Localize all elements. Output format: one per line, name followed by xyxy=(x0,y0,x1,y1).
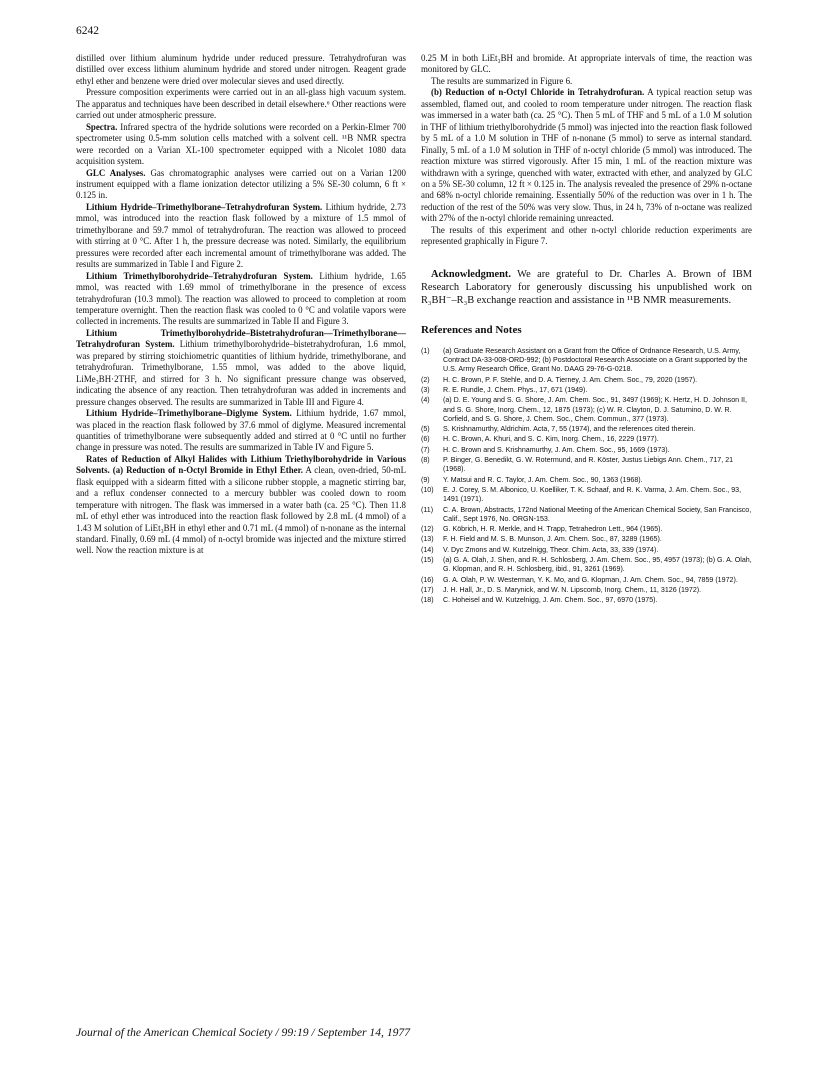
reference-text: H. C. Brown and S. Krishnamurthy, J. Am. Chem. Soc., 95, 1669 (1973). xyxy=(443,445,670,454)
paragraph-text: 0.25 M in both LiEt₃BH and bromide. At appropriate intervals of time, the reaction was monitored by GLC. xyxy=(421,53,752,75)
acknowledgment-heading: Acknowledgment. xyxy=(431,268,511,280)
references-list xyxy=(421,347,752,606)
reference-item xyxy=(421,396,752,424)
run-in-heading: Lithium Trimethylborohydride–Tetrahydrofuran System. xyxy=(86,270,313,281)
reference-text: C. A. Brown, Abstracts, 172nd National Meeting of the American Chemical Society, San Francisco, Calif., Sept 1976, No. ORGN-153. xyxy=(443,505,752,523)
reference-text: (a) G. A. Olah, J. Shen, and R. H. Schlosberg, J. Am. Chem. Soc., 95, 4957 (1973); (b) G. A. Olah, G. Klopman, and R. H. Schlosberg, ibid., 91, 3261 (1969). xyxy=(443,556,752,574)
reference-number: (17) xyxy=(421,585,434,594)
reference-text: (a) D. E. Young and S. G. Shore, J. Am. Chem. Soc., 91, 3497 (1969); K. Hertz, H. D. Johnson II, and S. G. Shore, Inorg. Chem., 12, 1875 (1973); (c) W. R. Clayton, D. J. Saturnino, D. W. R. Corfield, and S. G. Shore, J. Chem. Soc., Chem. Commun., 377 (1973). xyxy=(443,396,747,423)
paragraph-text: Lithium hydride, 1.65 mmol, was reacted with 1.69 mmol of trimethylborane in the presence of excess tetrahydrofuran (10.3 mmol). The reaction was allowed to proceed to completion at room temperature overnight. Then the reaction flask was cooled to 0 °C and volatile vapors were collected in increments. The results are summarized in Table II and Figure 3. xyxy=(76,270,406,327)
left-column xyxy=(76,53,406,557)
reference-item xyxy=(421,376,752,385)
right-column xyxy=(421,53,752,606)
reference-item xyxy=(421,486,752,505)
reference-number: (9) xyxy=(421,475,430,484)
paragraph-text: A clean, oven-dried, 50-mL flask equipped with a sidearm fitted with a silicone rubber stopple, a magnetic stirring bar, and a reflux condenser connected to a mercury bubbler was cooled down to room temperature with nitrogen. The flask was immersed in a water bath (ca. 25 °C). Then 11.8 mL of ethyl ether was introduced into the reaction flask followed by 2.8 mL (4 mmol) of a 1.43 M solution of LiEt₃BH in ethyl ether and 0.71 mL (4 mmol) of n-nonane as the internal standard. Finally, 0.69 mL (4 mmol) of n-octyl bromide was injected and the mixture stirred well. Now the reaction mixture is at xyxy=(76,465,406,556)
reference-item xyxy=(421,576,752,585)
reference-text: J. H. Hall, Jr., D. S. Marynick, and W. N. Lipscomb, Inorg. Chem., 11, 3126 (1972). xyxy=(443,585,702,594)
paragraph-text: A typical reaction setup was assembled, flamed out, and cooled to room temperature under nitrogen. The reaction flask was immersed in a water bath (ca. 25 °C). Then 5 mL of THF and 5 mL of a 1.0 M solution in THF of lithium triethylborohydride (5 mmol) was injected into the reaction flask followed by 5 mL of a 1.0 M solution in THF of n-nonane (5 mmol) to serve as internal standard. Finally, 5 mL of a 1.0 M solution in THF of n-octyl chloride (5 mmol) was introduced. The reaction mixture was stirred vigorously. After 15 min, 1 mL of the reaction mixture was withdrawn with a syringe, quenched with water, extracted with ether, and analyzed by GLC on a 5% SE-30 column, 12 ft × 0.125 in. The analysis revealed the presence of 29% n-octane and 68% n-octyl chloride remaining. Essentially 50% of the reduction was over in 1 h. The reduction of the rest of the 50% was very slow. Thus, in 24 h, 73% of n-octane was realized with 27% of the n-octyl chloride remaining unreacted. xyxy=(421,87,752,224)
reference-number: (2) xyxy=(421,375,430,384)
body-paragraph xyxy=(421,76,752,87)
reference-number: (3) xyxy=(421,385,430,394)
acknowledgment-text: We are grateful to Dr. Charles A. Brown of IBM Research Laboratory for generously discussing his unpublished work on R₃BH⁻–R₃B exchange reaction and assistance in ¹¹B NMR measurements. xyxy=(421,268,752,307)
reference-number: (10) xyxy=(421,485,434,494)
run-in-heading: GLC Analyses. xyxy=(86,167,146,178)
page-number: 6242 xyxy=(76,25,99,37)
reference-text: F. H. Field and M. S. B. Munson, J. Am. Chem. Soc., 87, 3289 (1965). xyxy=(443,535,662,544)
paragraph-text: Gas chromatographic analyses were carried out on a Varian 1200 instrument equipped with a flame ionization detector utilizing a 5% SE-30 column, 6 ft × 0.125 in. xyxy=(76,167,406,201)
reference-number: (5) xyxy=(421,425,430,434)
paragraph-text: Infrared spectra of the hydride solutions were recorded on a Perkin-Elmer 700 spectrometer using 0.5-mm solution cells matched with a solvent cell. ¹¹B NMR spectra were recorded on a Varian XL-100 spectrometer equipped with a Nicolet 1080 data acquisition system. xyxy=(76,121,406,167)
reference-number: (1) xyxy=(421,346,430,355)
body-paragraph xyxy=(76,87,406,121)
run-in-heading: Spectra. xyxy=(86,121,118,132)
run-in-heading: Lithium Hydride–Trimethylborane–Diglyme System. xyxy=(86,408,292,419)
paragraph-text: distilled over lithium aluminum hydride under reduced pressure. Tetrahydrofuran was distilled over excess lithium aluminum hydride and stored under nitrogen. Reagent grade ethyl ether and benzene were dried over molecular sieves and used directly. xyxy=(76,53,406,86)
reference-number: (15) xyxy=(421,556,434,564)
reference-item xyxy=(421,535,752,544)
reference-text: R. E. Rundle, J. Chem. Phys., 17, 671 (1949). xyxy=(443,385,588,394)
run-in-heading: Lithium Trimethylborohydride–Bistetrahydrofuran—Trimethylborane—Tetrahydrofuran System. xyxy=(76,327,406,350)
body-paragraph xyxy=(76,122,406,168)
reference-item xyxy=(421,456,752,475)
body-paragraph xyxy=(76,271,406,328)
reference-text: H. C. Brown, A. Khuri, and S. C. Kim, Inorg. Chem., 16, 2229 (1977). xyxy=(443,435,659,444)
reference-item xyxy=(421,476,752,485)
run-in-heading: Rates of Reduction of Alkyl Halides with Lithium Triethylborohydride in Various Solvents. (a) Reduction of n-Octyl Bromide in Ethyl Ether. xyxy=(76,453,406,476)
reference-number: (11) xyxy=(421,505,434,514)
reference-item xyxy=(421,586,752,595)
reference-item xyxy=(421,596,752,605)
body-paragraph xyxy=(421,225,752,248)
reference-item xyxy=(421,446,752,455)
paragraph-text: Pressure composition experiments were carried out in an all-glass high vacuum system. The apparatus and techniques have been described in detail elsewhere.⁶ Other reactions were carried out under atmospheric pressure. xyxy=(76,87,406,121)
reference-text: P. Binger, G. Benedikt, G. W. Rotermund, and R. Köster, Justus Liebigs Ann. Chem., 717, 21 (1968). xyxy=(443,456,734,474)
reference-item xyxy=(421,556,752,575)
reference-text: S. Krishnamurthy, Aldrichim. Acta, 7, 55 (1974), and the references cited therein. xyxy=(443,425,696,434)
reference-text: G. A. Olah, P. W. Westerman, Y. K. Mo, and G. Klopman, J. Am. Chem. Soc., 94, 7859 (1972). xyxy=(443,575,738,584)
reference-text: Y. Matsui and R. C. Taylor, J. Am. Chem. Soc., 90, 1363 (1968). xyxy=(443,475,643,484)
run-in-heading: Lithium Hydride–Trimethylborane–Tetrahydrofuran System. xyxy=(86,201,323,212)
references-title: References and Notes xyxy=(421,324,522,337)
reference-item xyxy=(421,435,752,444)
paragraph-text: The results of this experiment and other n-octyl chloride reduction experiments are represented graphically in Figure 7. xyxy=(421,224,752,247)
reference-item xyxy=(421,386,752,395)
body-paragraph xyxy=(76,328,406,408)
paragraph-text: Lithium hydride, 1.67 mmol, was placed in the reaction flask followed by 37.6 mmol of diglyme. Measured incremental quantities of trimethylborane were subsequently added and stirred at 0 °C until no further change in pressure was noted. The results are summarized in Table IV and Figure 5. xyxy=(76,408,406,453)
reference-text: C. Hoheisel and W. Kutzelnigg, J. Am. Chem. Soc., 97, 6970 (1975). xyxy=(443,596,658,605)
journal-footer: Journal of the American Chemical Society / 99:19 / September 14, 1977 xyxy=(76,1026,411,1039)
reference-item xyxy=(421,506,752,525)
paragraph-text: Lithium trimethylborohydride–bistetrahydrofuran, 1.6 mmol, was prepared by stirring stoichiometric quantities of lithium hydride, trimethylborane, and tetrahydrofuran. Trimethylborane, 1.55 mmol, was added to the above liquid, LiMe₃BH·2THF, and stirred for 3 h. No significant pressure change was observed, indicating the absence of any reaction. Then tetrahydrofuran was added in increments and pressure changes observed. The results are summarized in Table III and Figure 4. xyxy=(76,339,407,407)
reference-item xyxy=(421,347,752,375)
run-in-heading: (b) Reduction of n-Octyl Chloride in Tetrahydrofuran. xyxy=(431,87,645,98)
body-paragraph xyxy=(421,53,752,76)
body-paragraph xyxy=(76,168,406,202)
reference-number: (4) xyxy=(421,396,430,405)
reference-item xyxy=(421,525,752,534)
body-paragraph xyxy=(76,408,406,454)
reference-item xyxy=(421,546,752,555)
reference-item xyxy=(421,425,752,434)
body-paragraph xyxy=(421,87,752,224)
reference-number: (13) xyxy=(421,535,434,544)
reference-number: (6) xyxy=(421,435,430,444)
reference-text: V. Dyc Zmons and W. Kutzelnigg, Theor. Chim. Acta, 33, 339 (1974). xyxy=(443,545,659,554)
paragraph-text: The results are summarized in Figure 6. xyxy=(431,75,573,86)
reference-number: (14) xyxy=(421,545,434,554)
reference-number: (7) xyxy=(421,445,430,454)
body-paragraph xyxy=(76,53,406,87)
reference-number: (18) xyxy=(421,596,434,605)
reference-text: (a) Graduate Research Assistant on a Grant from the Office of Ordnance Research, U.S. Army, Contract DA-33-008-ORD-992; (b) Postdoctoral Research Associate on a Grant supported by the U.S. Army Research Office, Grant No. DAAG 29-76-G-0218. xyxy=(443,346,748,374)
reference-text: H. C. Brown, P. F. Stehle, and D. A. Tierney, J. Am. Chem. Soc., 79, 2020 (1957). xyxy=(443,375,698,384)
body-paragraph xyxy=(76,202,406,271)
reference-number: (12) xyxy=(421,525,434,534)
acknowledgment xyxy=(421,268,752,308)
body-paragraph xyxy=(76,454,406,557)
reference-number: (16) xyxy=(421,575,434,584)
reference-text: G. Köbrich, H. R. Merkle, and H. Trapp, Tetrahedron Lett., 964 (1965). xyxy=(443,525,663,534)
paragraph-text: Lithium hydride, 2.73 mmol, was introduced into the reaction flask followed by a mixture of 1.5 mmol of trimethylborane and 59.7 mmol of tetrahydrofuran. The reaction was allowed to proceed with stirring at 0 °C. After 1 h, the pressure decrease was noted. Similarly, the equilibrium pressures were recorded after each incremental amount of trimethylborane was added. The results are summarized in Table I and Figure 2. xyxy=(76,201,406,270)
reference-text: E. J. Corey, S. M. Albonico, U. Koelliker, T. K. Schaaf, and R. K. Varma, J. Am. Chem. Soc., 93, 1491 (1971). xyxy=(443,485,742,504)
reference-number: (8) xyxy=(421,456,430,465)
